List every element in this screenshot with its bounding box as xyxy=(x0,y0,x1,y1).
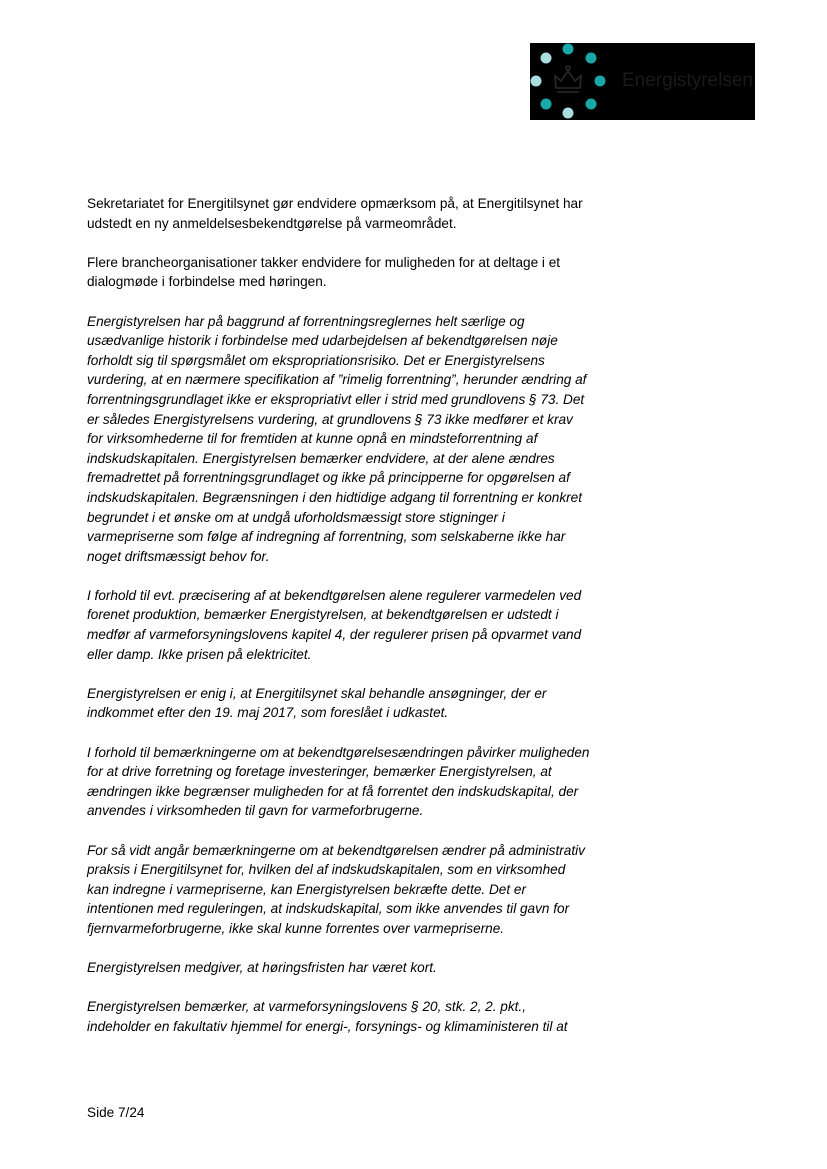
text-line: varmepriserne som følge af indregning af forrentning, som selskaberne ikke har xyxy=(87,529,566,545)
text-line: kan indregne i varmepriserne, kan Energistyrelsen bekræfte dette. Det er xyxy=(87,881,526,897)
text-line: Energistyrelsen medgiver, at høringsfristen har været kort. xyxy=(87,960,437,976)
logo-dot xyxy=(563,108,574,119)
text-line: Energistyrelsen er enig i, at Energitilsynet skal behandle ansøgninger, der er xyxy=(87,685,547,701)
page-number: Side 7/24 xyxy=(87,1105,145,1120)
body-paragraph xyxy=(87,743,617,821)
logo-dot xyxy=(586,99,597,110)
text-line: fjernvarmeforbrugerne, ikke skal kunne forrentes over varmepriserne. xyxy=(87,920,505,936)
text-line: intentionen med reguleringen, at indskudskapital, som ikke anvendes til gavn for xyxy=(87,901,570,917)
text-line: Sekretariatet for Energitilsynet gør endvidere opmærksom på, at Energitilsynet har xyxy=(87,196,583,211)
logo-dot xyxy=(563,44,574,55)
text-line: usædvanlige historik i forbindelse med udarbejdelsen af bekendtgørelsen nøje xyxy=(87,333,558,349)
body-paragraph xyxy=(87,841,617,939)
body-paragraph xyxy=(87,586,617,664)
text-line: I forhold til evt. præcisering af at bekendtgørelsen alene regulerer varmedelen ved xyxy=(87,587,582,603)
text-line: noget driftsmæssigt behov for. xyxy=(87,548,270,564)
text-line: er således Energistyrelsens vurdering, at grundlovens § 73 ikke medfører et krav xyxy=(87,411,573,427)
text-line: anvendes i virksomheden til gavn for varmeforbrugerne. xyxy=(87,803,424,819)
text-line: for at drive forretning og foretage investeringer, bemærker Energistyrelsen, at xyxy=(87,764,552,780)
logo-dot xyxy=(531,76,542,87)
text-line: for virksomhederne til for fremtiden at kunne opnå en mindsteforrentning af xyxy=(87,431,538,447)
text-line: Energistyrelsen bemærker, at varmeforsyningslovens § 20, stk. 2, 2. pkt., xyxy=(87,999,526,1015)
text-line: forenet produktion, bemærker Energistyrelsen, at bekendtgørelsen er udstedt i xyxy=(87,607,559,623)
energistyrelsen-logo xyxy=(530,43,755,120)
body-paragraph xyxy=(87,997,617,1036)
text-line: I forhold til bemærkningerne om at bekendtgørelsesændringen påvirker muligheden xyxy=(87,744,590,760)
body-paragraph xyxy=(87,958,617,978)
text-line: praksis i Energitilsynet for, hvilken del af indskudskapitalen, som en virksomhed xyxy=(87,862,566,878)
logo-dot xyxy=(595,76,606,87)
text-line: indeholder en fakultativ hjemmel for energi-, forsynings- og klimaministeren til at xyxy=(87,1018,568,1034)
logo-wordmark: Energistyrelsen xyxy=(622,70,753,91)
text-line: begrundet i et ønske om at undgå uforholdsmæssigt store stigninger i xyxy=(87,509,505,525)
text-line: ændringen ikke begrænser muligheden for at få forrentet den indskudskapital, der xyxy=(87,783,579,799)
text-line: medfør af varmeforsyningslovens kapitel 4, der regulerer prisen på opvarmet vand xyxy=(87,627,582,643)
text-line: Energistyrelsen har på baggrund af forrentningsreglernes helt særlige og xyxy=(87,313,525,329)
document-body xyxy=(87,194,617,1056)
text-line: fremadrettet på forrentningsgrundlaget og ikke på principperne for opgørelsen af xyxy=(87,470,570,486)
body-paragraph xyxy=(87,253,617,292)
logo-dot xyxy=(541,99,552,110)
text-line: udstedt en ny anmeldelsesbekendtgørelse på varmeområdet. xyxy=(87,215,457,231)
text-line: eller damp. Ikke prisen på elektricitet. xyxy=(87,646,312,662)
text-line: indskudskapitalen. Energistyrelsen bemærker endvidere, at der alene ændres xyxy=(87,450,555,466)
text-line: dialogmøde i forbindelse med høringen. xyxy=(87,274,327,290)
text-line: indkommet efter den 19. maj 2017, som foreslået i udkastet. xyxy=(87,705,449,721)
body-paragraph xyxy=(87,684,617,723)
body-paragraph xyxy=(87,194,617,233)
crown-icon xyxy=(555,66,581,92)
text-line: indskudskapitalen. Begrænsningen i den hidtidige adgang til forrentning er konkret xyxy=(87,489,582,505)
text-line: For så vidt angår bemærkningerne om at bekendtgørelsen ændrer på administrativ xyxy=(87,842,585,858)
text-line: vurdering, at en nærmere specifikation af ”rimelig forrentning”, herunder ændring af xyxy=(87,372,587,388)
text-line: forholdt sig til spørgsmålet om ekspropriationsrisiko. Det er Energistyrelsens xyxy=(87,352,545,368)
logo-dot xyxy=(541,53,552,64)
body-paragraph xyxy=(87,312,617,567)
logo-dot xyxy=(586,53,597,64)
text-line: forrentningsgrundlaget ikke er ekspropriativt eller i strid med grundlovens § 73. Det xyxy=(87,391,585,407)
text-line: Flere brancheorganisationer takker endvidere for muligheden for at deltage i et xyxy=(87,254,561,270)
